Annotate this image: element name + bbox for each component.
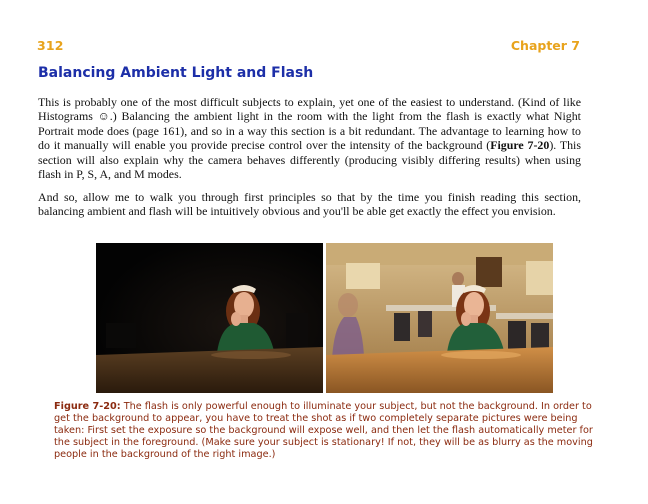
photo-ambient-and-flash — [326, 243, 553, 393]
paragraph-text: .) Balancing the ambient light in the room with the light from the flash is exactly what Night Portrait mode does (page 161), and so in a way this section is a bit redundant. The advantage to learning how to do it manually will enable you provide precise control over the intensity of the background ( — [38, 109, 581, 153]
smiley-icon: ☺ — [97, 109, 110, 124]
paragraph-intro — [38, 95, 581, 181]
figure-caption — [54, 401, 599, 461]
page-number: 312 — [37, 38, 64, 53]
photo-flash-only — [96, 243, 323, 393]
figure-reference: Figure 7-20 — [490, 138, 550, 153]
paragraph-text: ). This section will also explain why the camera behaves differently (producing visibly differing results) when using flash in P, S, A, and M modes. — [38, 138, 581, 182]
section-title: Balancing Ambient Light and Flash — [38, 65, 314, 81]
paragraph-text: This is probably one of the most difficult subjects to explain, yet one of the easiest to understand. (Kind of like Histograms — [38, 95, 581, 124]
paragraph-walkthrough: And so, allow me to walk you through first principles so that by the time you finish reading this section, balancing ambient and flash will be intuitively obvious and you'll be able get exactly the effect you envision. — [38, 190, 581, 219]
caption-text: The flash is only powerful enough to illuminate your subject, but not the background. In order to get the background to appear, you have to treat the shot as if two completely separate pictures were being taken: First set the exposure so the background will expose well, and then let the flash automatically meter for the subject in the foreground. (Make sure your subject is stationary! If not, they will be as blurry as the moving people in the background of the right image.) — [54, 401, 593, 460]
figure-label: Figure 7-20: — [54, 401, 121, 412]
chapter-label: Chapter 7 — [510, 38, 580, 53]
